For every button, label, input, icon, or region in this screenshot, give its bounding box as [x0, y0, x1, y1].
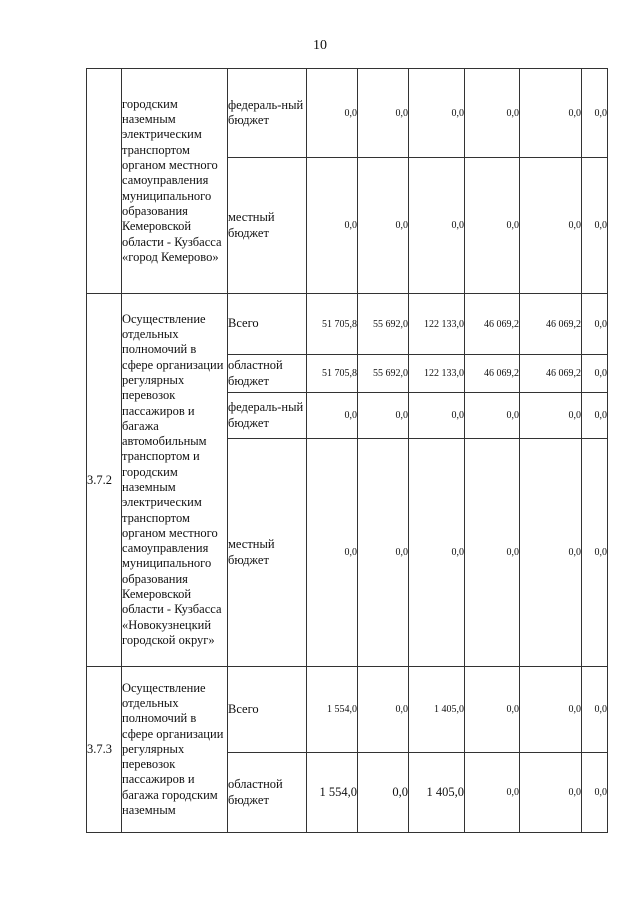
value-cell: 0,0 [358, 393, 409, 439]
table-row [87, 294, 608, 355]
value-cell: 0,0 [358, 69, 409, 158]
value-cell: 0,0 [358, 667, 409, 753]
value-cell: 0,0 [465, 753, 520, 833]
item-code: 3.7.3 [87, 667, 122, 833]
item-description: городским наземным электрическим транспортом органом местного самоуправления муниципального образования Кемеровской области - Кузбасса «город Кемерово» [122, 69, 228, 294]
value-cell: 122 133,0 [409, 355, 465, 393]
value-cell: 0,0 [520, 69, 582, 158]
funding-source: местный бюджет [228, 439, 307, 667]
value-cell: 51 705,8 [307, 294, 358, 355]
value-cell: 0,0 [520, 667, 582, 753]
value-cell: 0,0 [465, 439, 520, 667]
value-cell: 0,0 [582, 69, 608, 158]
value-cell: 0,0 [307, 393, 358, 439]
value-cell: 46 069,2 [520, 294, 582, 355]
value-cell: 0,0 [582, 158, 608, 294]
funding-source: областной бюджет [228, 753, 307, 833]
value-cell: 0,0 [409, 158, 465, 294]
value-cell: 0,0 [409, 69, 465, 158]
item-description: Осуществление отдельных полномочий в сфере организации регулярных перевозок пассажиров и багажа автомобильным транспортом и городским наземным электрическим транспортом органом местного самоуправления муниципального образования Кемеровской области - Кузбасса «Новокузнецкий городской округ» [122, 294, 228, 667]
value-cell: 0,0 [307, 439, 358, 667]
value-cell: 0,0 [582, 294, 608, 355]
value-cell: 0,0 [520, 393, 582, 439]
value-cell: 0,0 [465, 158, 520, 294]
value-cell: 0,0 [582, 667, 608, 753]
value-cell: 1 554,0 [307, 753, 358, 833]
item-description: Осуществление отдельных полномочий в сфере организации регулярных перевозок пассажиров и багажа городским наземным [122, 667, 228, 833]
funding-source: федераль-ный бюджет [228, 69, 307, 158]
value-cell: 0,0 [358, 753, 409, 833]
value-cell: 0,0 [409, 393, 465, 439]
value-cell: 0,0 [582, 753, 608, 833]
value-cell: 46 069,2 [465, 294, 520, 355]
page-number: 10 [313, 38, 327, 53]
value-cell: 122 133,0 [409, 294, 465, 355]
value-cell: 1 405,0 [409, 753, 465, 833]
item-code: 3.7.2 [87, 294, 122, 667]
value-cell: 1 405,0 [409, 667, 465, 753]
value-cell: 0,0 [520, 158, 582, 294]
budget-table [86, 68, 608, 833]
value-cell: 0,0 [358, 158, 409, 294]
value-cell: 0,0 [582, 439, 608, 667]
funding-source: Всего [228, 667, 307, 753]
value-cell: 51 705,8 [307, 355, 358, 393]
value-cell: 0,0 [307, 158, 358, 294]
value-cell: 0,0 [520, 753, 582, 833]
value-cell: 55 692,0 [358, 294, 409, 355]
value-cell: 46 069,2 [465, 355, 520, 393]
value-cell: 0,0 [582, 355, 608, 393]
value-cell: 0,0 [409, 439, 465, 667]
funding-source: федераль-ный бюджет [228, 393, 307, 439]
value-cell: 1 554,0 [307, 667, 358, 753]
value-cell: 0,0 [358, 439, 409, 667]
value-cell: 0,0 [465, 393, 520, 439]
funding-source: областной бюджет [228, 355, 307, 393]
value-cell: 0,0 [465, 667, 520, 753]
item-code [87, 69, 122, 294]
value-cell: 46 069,2 [520, 355, 582, 393]
value-cell: 0,0 [582, 393, 608, 439]
funding-source: Всего [228, 294, 307, 355]
value-cell: 55 692,0 [358, 355, 409, 393]
table-row [87, 667, 608, 753]
table-row [87, 69, 608, 158]
value-cell: 0,0 [520, 439, 582, 667]
funding-source: местный бюджет [228, 158, 307, 294]
value-cell: 0,0 [307, 69, 358, 158]
value-cell: 0,0 [465, 69, 520, 158]
